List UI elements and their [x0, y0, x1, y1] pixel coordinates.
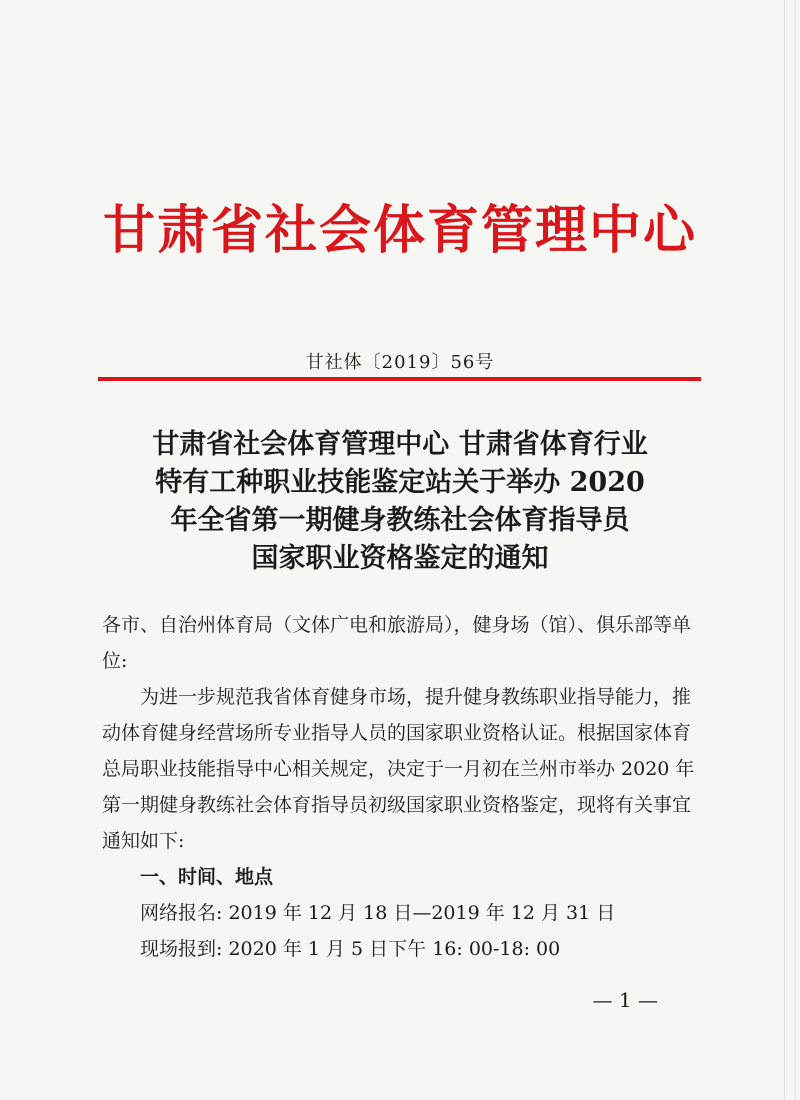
- title-line: 甘肃省社会体育管理中心 甘肃省体育行业: [152, 429, 648, 460]
- issuing-org-header: 甘肃省社会体育管理中心: [102, 201, 697, 261]
- section-heading: 一、时间、地点: [140, 866, 274, 888]
- checkin-time-line: 现场报到: 2020 年 1 月 5 日下午 16: 00-18: 00: [140, 938, 561, 960]
- document-number: 甘社体〔2019〕56号: [305, 352, 495, 373]
- recipients-line: 各市、自治州体育局（文体广电和旅游局），健身场（馆）、俱乐部等单位:: [102, 614, 692, 672]
- title-line: 国家职业资格鉴定的通知: [251, 543, 549, 574]
- title-line: 年全省第一期健身教练社会体育指导员: [170, 505, 630, 536]
- intro-paragraph: 为进一步规范我省体育健身市场，提升健身教练职业指导能力，推动体育健身经营场所专业指导人员的国家职业资格认证。根据国家体育总局职业技能指导中心相关规定，决定于一月初在兰州市举办 2020 年第一期健身教练社会体育指导员初级国家职业资格鉴定，现将有关事宜通知如下:: [102, 686, 695, 852]
- registration-time-line: 网络报名: 2019 年 12 月 18 日—2019 年 12 月 31 日: [140, 902, 616, 924]
- page-number: — 1 —: [592, 988, 658, 1012]
- document-title: [0, 426, 800, 578]
- document-body: [102, 607, 702, 967]
- red-divider-line: [98, 377, 701, 381]
- title-line: 特有工种职业技能鉴定站关于举办 2020: [155, 467, 645, 498]
